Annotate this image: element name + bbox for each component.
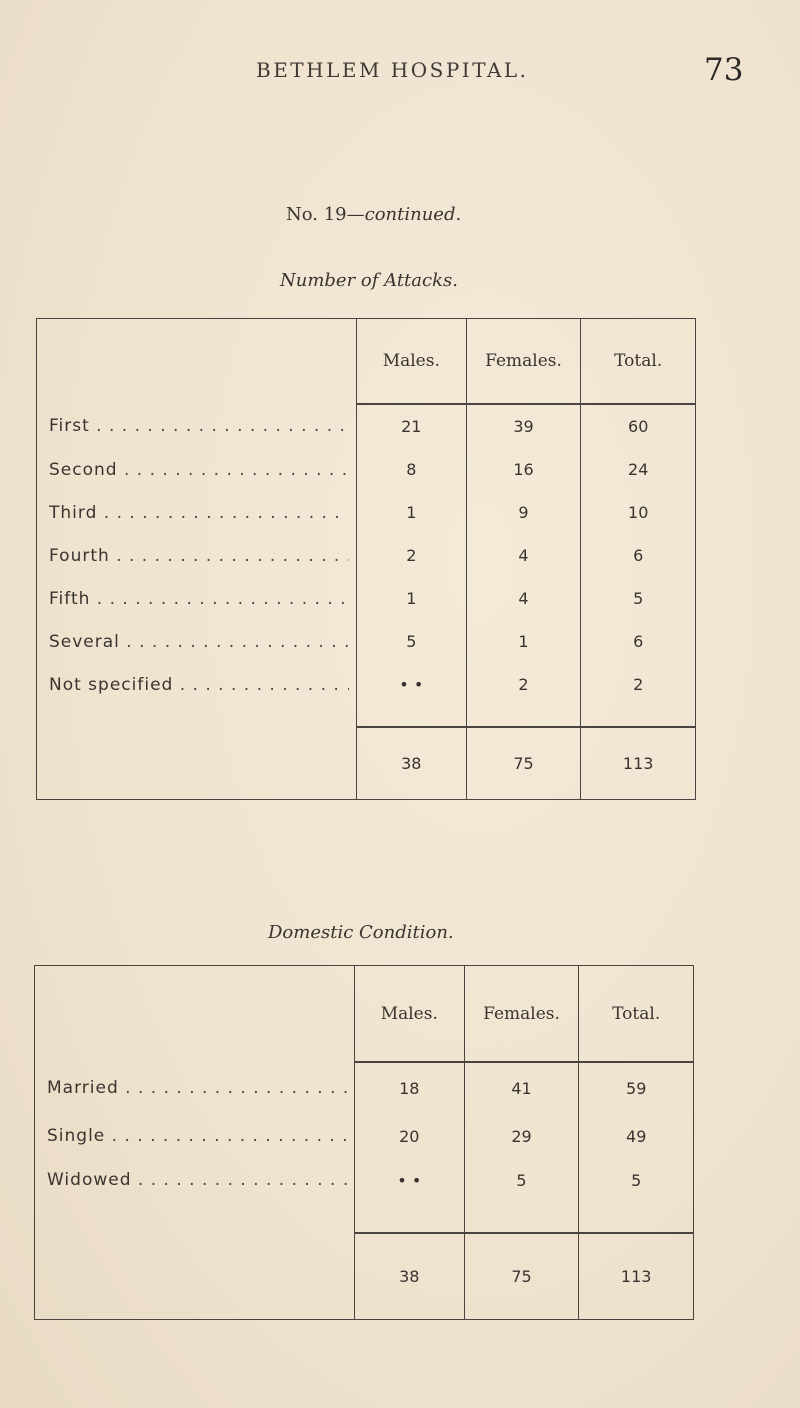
- domestic-header-females: Females.: [464, 966, 579, 1063]
- cell-males: 5: [356, 620, 466, 663]
- cell-males: • •: [354, 1158, 464, 1202]
- table-row: [37, 404, 696, 448]
- cell-males: 2: [356, 534, 466, 577]
- domestic-header-row: [35, 966, 694, 1063]
- spacer-row: [35, 1202, 694, 1233]
- cell-total: 59: [579, 1062, 694, 1114]
- cell-females: 1: [466, 620, 581, 663]
- cell-females: 39: [466, 404, 581, 448]
- cell-total: 5: [579, 1158, 694, 1202]
- cell-males: 18: [354, 1062, 464, 1114]
- cell-females: 29: [464, 1114, 579, 1158]
- attacks-header-row: [37, 319, 696, 405]
- row-label: Fifth . . .: [49, 589, 349, 609]
- cell-females: 4: [466, 577, 581, 620]
- attacks-title: Number of Attacks.: [280, 270, 458, 291]
- attacks-header-total: Total.: [581, 319, 696, 405]
- cell-females: 16: [466, 448, 581, 491]
- cell-females: 2: [466, 663, 581, 706]
- table-row: [37, 620, 696, 663]
- row-label: Second . . .: [49, 460, 349, 480]
- cell-total: 60: [581, 404, 696, 448]
- cell-females: 4: [466, 534, 581, 577]
- cell-males: 1: [356, 491, 466, 534]
- total-females: 75: [466, 727, 581, 800]
- domestic-header-males: Males.: [354, 966, 464, 1063]
- table-row: [37, 491, 696, 534]
- row-label: Fourth . . .: [49, 546, 349, 566]
- table-row: [35, 1158, 694, 1202]
- row-label: Not specified . . .: [49, 675, 349, 695]
- cell-total: 6: [581, 534, 696, 577]
- cell-total: 2: [581, 663, 696, 706]
- cell-total: 49: [579, 1114, 694, 1158]
- attacks-header-females: Females.: [466, 319, 581, 405]
- total-all: 113: [581, 727, 696, 800]
- totals-row: [35, 1233, 694, 1320]
- table-row: [35, 1062, 694, 1114]
- total-males: 38: [356, 727, 466, 800]
- table-row: [37, 448, 696, 491]
- cell-females: 5: [464, 1158, 579, 1202]
- row-label: Married . . .: [47, 1078, 347, 1098]
- domestic-table: [34, 965, 694, 1320]
- row-label: Single . . .: [47, 1126, 347, 1146]
- row-label: Widowed . . .: [47, 1170, 347, 1190]
- spacer-row: [37, 706, 696, 727]
- cell-males: 20: [354, 1114, 464, 1158]
- table-row: [37, 663, 696, 706]
- table-row: [37, 577, 696, 620]
- running-title: BETHLEM HOSPITAL.: [256, 58, 529, 82]
- totals-row: [37, 727, 696, 800]
- total-all: 113: [579, 1233, 694, 1320]
- cell-total: 6: [581, 620, 696, 663]
- domestic-title: Domestic Condition.: [268, 922, 454, 943]
- total-males: 38: [354, 1233, 464, 1320]
- attacks-header-blank: [37, 319, 357, 405]
- row-label: First . . .: [49, 416, 349, 436]
- cell-total: 10: [581, 491, 696, 534]
- cell-females: 41: [464, 1062, 579, 1114]
- table-row: [37, 534, 696, 577]
- row-label: Several . . .: [49, 632, 349, 652]
- cell-total: 5: [581, 577, 696, 620]
- domestic-header-blank: [35, 966, 355, 1063]
- table-number-continued: continued.: [364, 204, 462, 225]
- total-females: 75: [464, 1233, 579, 1320]
- cell-males: • •: [356, 663, 466, 706]
- cell-females: 9: [466, 491, 581, 534]
- page-number: 73: [704, 52, 744, 88]
- cell-males: 1: [356, 577, 466, 620]
- table-row: [35, 1114, 694, 1158]
- row-label: Third . . .: [49, 503, 349, 523]
- table-number: [286, 204, 461, 225]
- domestic-header-total: Total.: [579, 966, 694, 1063]
- cell-total: 24: [581, 448, 696, 491]
- attacks-header-males: Males.: [356, 319, 466, 405]
- table-number-prefix: No. 19—: [286, 204, 365, 225]
- cell-males: 21: [356, 404, 466, 448]
- cell-males: 8: [356, 448, 466, 491]
- attacks-table: [36, 318, 696, 800]
